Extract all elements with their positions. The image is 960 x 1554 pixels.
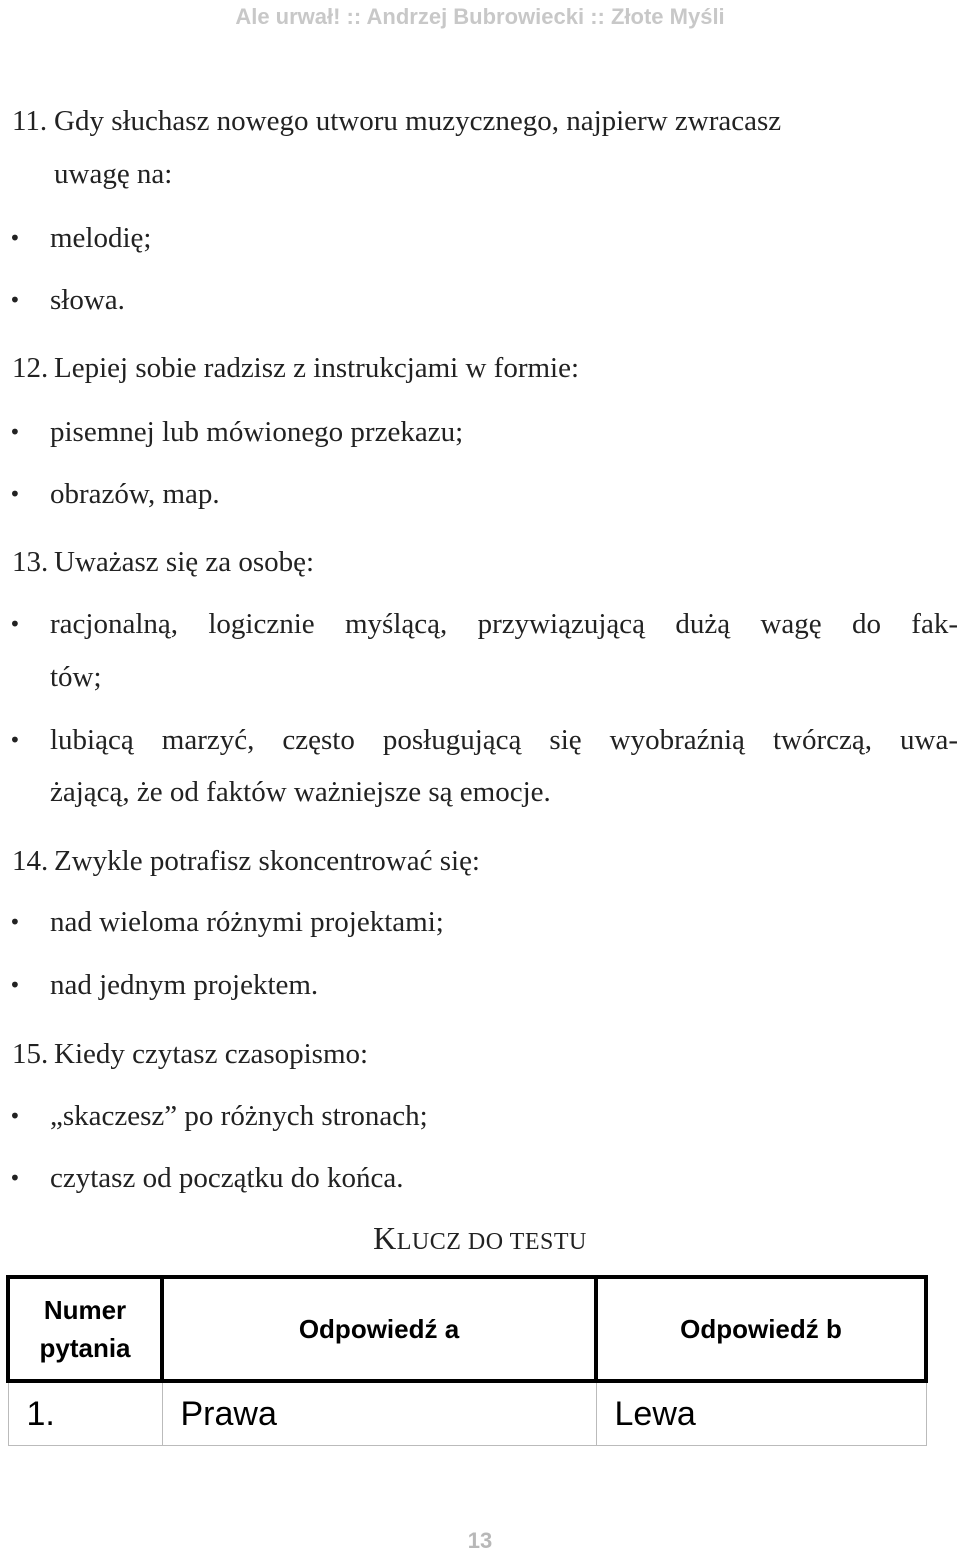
table-cell-question-number: 1. (8, 1381, 162, 1446)
question-text: Uważasz się za osobę: (54, 546, 315, 578)
bullet-icon: • (9, 1104, 21, 1128)
question-text: Zwykle potrafisz skoncentrować się: (54, 845, 480, 877)
bullet-icon: • (9, 910, 21, 934)
question-text: Gdy słuchasz nowego utworu muzycznego, najpierw zwracasz (54, 105, 782, 137)
bullet-icon: • (9, 1166, 21, 1190)
question-text: Kiedy czytasz czasopismo: (54, 1038, 369, 1070)
question-text: Lepiej sobie radzisz z instrukcjami w formie: (54, 352, 580, 384)
table-cell-answer-b: Lewa (596, 1381, 926, 1446)
bullet-icon: • (9, 612, 21, 636)
question-number: 15. (12, 1038, 49, 1070)
question-11 (0, 103, 960, 139)
table-row (8, 1381, 926, 1446)
option-text: melodię; (50, 222, 152, 254)
question-text: uwagę na: (54, 158, 173, 190)
option-text: racjonalną, logicznie myślącą, przywiązującą dużą wagę do fak- (50, 608, 958, 640)
page-number: 13 (467, 1528, 493, 1553)
option-text: pisemnej lub mówionego przekazu; (50, 416, 464, 448)
table-cell-answer-a: Prawa (162, 1381, 596, 1446)
column-header-question-number: Numer pytania (8, 1277, 162, 1381)
option-text: nad wieloma różnymi projektami; (50, 906, 444, 938)
option-text: lubiącą marzyć, często posługującą się wyobraźnią twórczą, uwa- (50, 724, 958, 756)
answer-key-title (0, 1218, 960, 1262)
answer-key-title-initial: K (373, 1220, 397, 1256)
bullet-icon: • (9, 728, 21, 752)
column-header-answer-b: Odpowiedź b (596, 1277, 926, 1381)
table-header-row (8, 1277, 926, 1381)
question-number: 12. (12, 352, 49, 384)
bullet-icon: • (9, 288, 21, 312)
option-text: „skaczesz” po różnych stronach; (50, 1100, 428, 1132)
answer-key-title-rest: LUCZ DO TESTU (396, 1229, 587, 1255)
bullet-icon: • (9, 420, 21, 444)
answer-key-table (6, 1275, 928, 1446)
option-text: obrazów, map. (50, 478, 220, 510)
running-header: Ale urwał! :: Andrzej Bubrowiecki :: Złote Myśli (235, 4, 725, 29)
question-number: 14. (12, 845, 49, 877)
bullet-icon: • (9, 226, 21, 250)
column-header-answer-a: Odpowiedź a (162, 1277, 596, 1381)
option-text: tów; (50, 661, 102, 693)
bullet-icon: • (9, 973, 21, 997)
option-text: żającą, że od faktów ważniejsze są emocje. (50, 776, 551, 808)
question-number: 11. (12, 105, 48, 137)
option-text: czytasz od początku do końca. (50, 1162, 404, 1194)
option-text: słowa. (50, 284, 125, 316)
bullet-icon: • (9, 482, 21, 506)
question-number: 13. (12, 546, 49, 578)
option-text: nad jednym projektem. (50, 969, 319, 1001)
